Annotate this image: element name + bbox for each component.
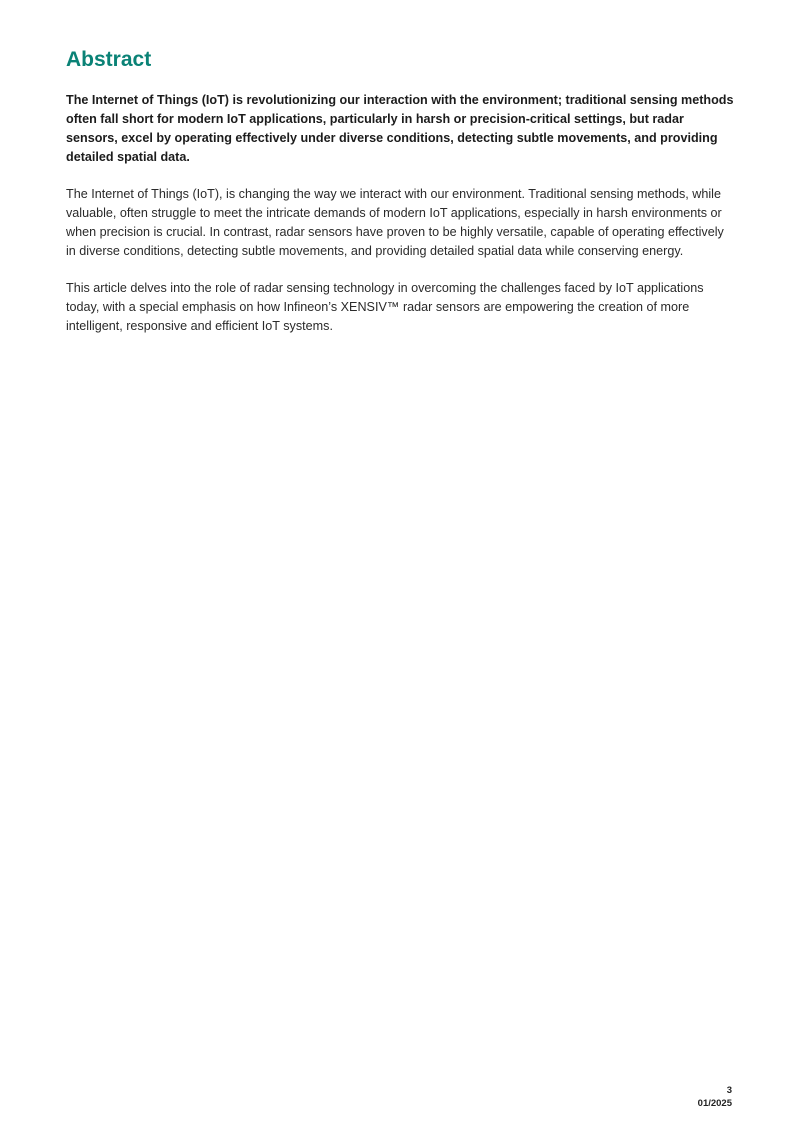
document-page xyxy=(66,46,734,336)
body-paragraph-2: This article delves into the role of radar sensing technology in overcoming the challenges faced by IoT applications today, with a special emphasis on how Infineon’s XENSIV™ radar sensors are empowering the creation of more intelligent, responsive and efficient IoT systems. xyxy=(66,281,704,333)
page-footer xyxy=(698,1084,732,1110)
section-title: Abstract xyxy=(66,48,152,71)
page-number: 3 xyxy=(726,1085,732,1096)
footer-date: 01/2025 xyxy=(697,1098,732,1109)
body-paragraph-1: The Internet of Things (IoT), is changing the way we interact with our environment. Traditional sensing methods, while valuable, often struggle to meet the intricate demands of modern IoT applications, especially in harsh environments or when precision is crucial. In contrast, radar sensors have proven to be highly versatile, capable of operating effectively in diverse conditions, detecting subtle movements, and providing detailed spatial data while conserving energy. xyxy=(66,187,724,258)
lead-paragraph: The Internet of Things (IoT) is revolutionizing our interaction with the environment; traditional sensing methods often fall short for modern IoT applications, particularly in harsh or precision-critical settings, but radar sensors, excel by operating effectively under diverse conditions, detecting subtle movements, and providing detailed spatial data. xyxy=(66,93,734,164)
